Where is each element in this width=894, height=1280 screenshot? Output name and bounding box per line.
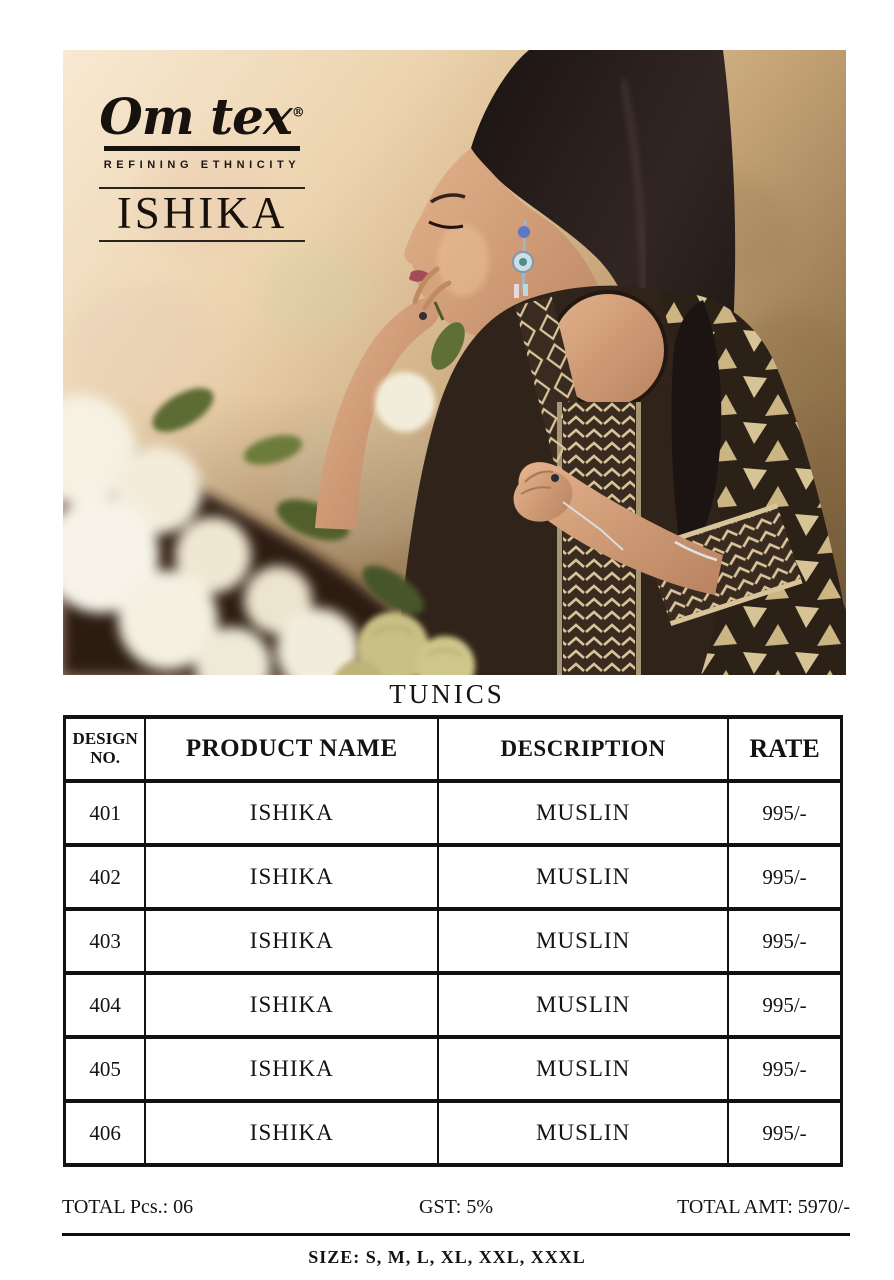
cell-design-no: 406 bbox=[65, 1101, 146, 1165]
table-header-row bbox=[65, 717, 842, 781]
cell-design-no: 404 bbox=[65, 973, 146, 1037]
cell-description: MUSLIN bbox=[438, 845, 728, 909]
cell-product-name: ISHIKA bbox=[145, 1101, 438, 1165]
page-title: TUNICS bbox=[389, 679, 505, 709]
omtex-logo-text: Om tex bbox=[99, 87, 292, 146]
cell-design-no: 402 bbox=[65, 845, 146, 909]
cell-design-no: 405 bbox=[65, 1037, 146, 1101]
gst: GST: 5% bbox=[419, 1196, 494, 1218]
table-row bbox=[65, 1101, 842, 1165]
col-header-design-no: DESIGN NO. bbox=[65, 717, 146, 781]
cell-description: MUSLIN bbox=[438, 973, 728, 1037]
cell-rate: 995/- bbox=[728, 909, 841, 973]
totals-row bbox=[62, 1196, 850, 1219]
cell-design-no: 401 bbox=[65, 781, 146, 845]
price-table bbox=[63, 715, 843, 1167]
table-row bbox=[65, 781, 842, 845]
cell-rate: 995/- bbox=[728, 973, 841, 1037]
cell-design-no: 403 bbox=[65, 909, 146, 973]
price-table-wrap bbox=[63, 715, 843, 1167]
table-row bbox=[65, 973, 842, 1037]
col-header-product-name: PRODUCT NAME bbox=[145, 717, 438, 781]
table-row bbox=[65, 845, 842, 909]
cell-description: MUSLIN bbox=[438, 909, 728, 973]
finger-ring bbox=[419, 312, 427, 320]
collection-name: ISHIKA bbox=[116, 188, 288, 238]
total-amt: TOTAL AMT: 5970/- bbox=[677, 1196, 851, 1218]
col-header-rate: RATE bbox=[728, 717, 841, 781]
size-line: SIZE: S, M, L, XL, XXL, XXXL bbox=[308, 1247, 586, 1267]
table-row bbox=[65, 909, 842, 973]
table-row bbox=[65, 1037, 842, 1101]
omtex-logo bbox=[91, 87, 313, 146]
ring bbox=[551, 474, 559, 482]
total-pcs: TOTAL Pcs.: 06 bbox=[62, 1196, 194, 1218]
cell-rate: 995/- bbox=[728, 1037, 841, 1101]
logo-underline bbox=[104, 146, 300, 151]
cell-product-name: ISHIKA bbox=[145, 781, 438, 845]
hero-photo bbox=[63, 50, 846, 675]
brand-logo bbox=[91, 87, 313, 242]
cell-rate: 995/- bbox=[728, 845, 841, 909]
cell-rate: 995/- bbox=[728, 781, 841, 845]
brand-tagline: REFINING ETHNICITY bbox=[103, 159, 301, 171]
registered-mark: ® bbox=[291, 105, 305, 121]
cell-product-name: ISHIKA bbox=[145, 973, 438, 1037]
cell-rate: 995/- bbox=[728, 1101, 841, 1165]
cell-description: MUSLIN bbox=[438, 1037, 728, 1101]
cell-description: MUSLIN bbox=[438, 1101, 728, 1165]
cell-product-name: ISHIKA bbox=[145, 1037, 438, 1101]
cell-description: MUSLIN bbox=[438, 781, 728, 845]
cell-product-name: ISHIKA bbox=[145, 845, 438, 909]
collection-bottom-rule bbox=[99, 240, 305, 242]
collection-block bbox=[91, 187, 313, 242]
bottom-rule bbox=[62, 1233, 850, 1236]
cell-product-name: ISHIKA bbox=[145, 909, 438, 973]
held-flower bbox=[375, 372, 435, 432]
col-header-description: DESCRIPTION bbox=[438, 717, 728, 781]
